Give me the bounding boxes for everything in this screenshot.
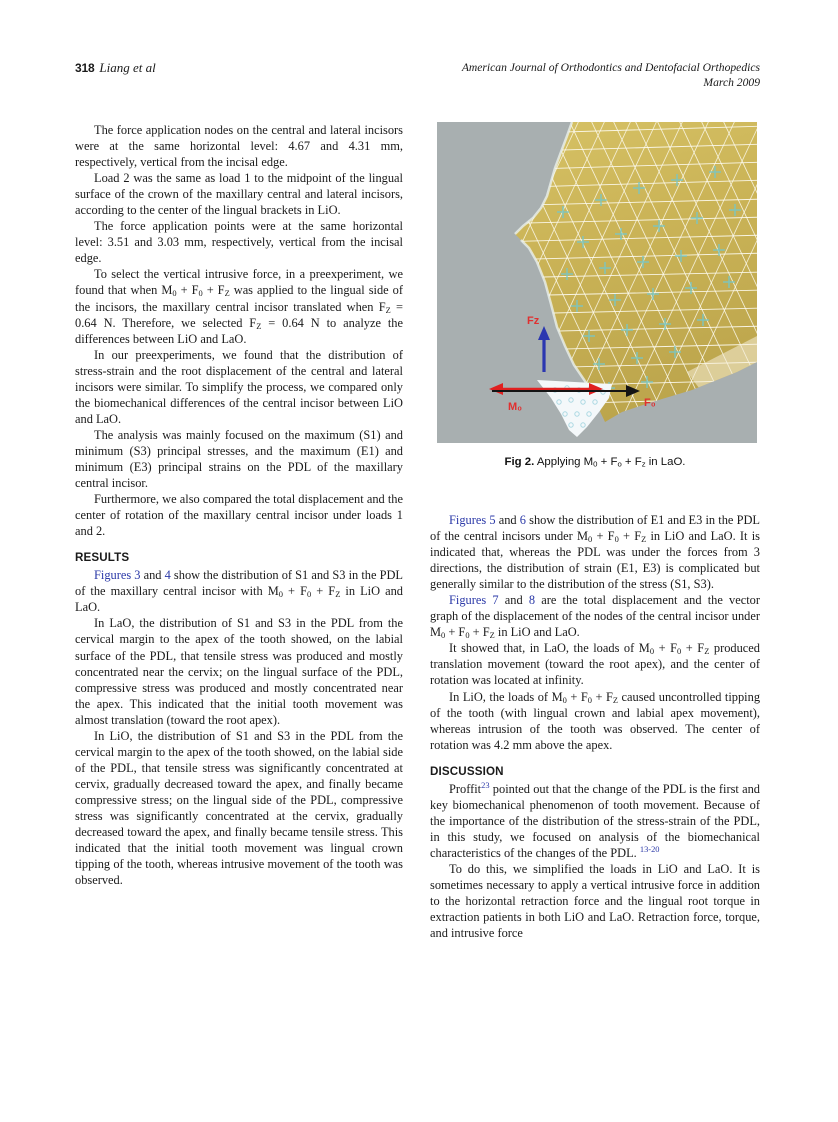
paragraph-lao-result: It showed that, in LaO, the loads of $M_0 + F_0 + F_Z$ produced translation movement (toward the root apex), and the center of rotation was located at infinity. (430, 641, 761, 688)
figure-xref[interactable]: Figures 3 (94, 568, 141, 583)
figure-xref[interactable]: Figures 7 (449, 593, 499, 608)
running-head-right (462, 60, 760, 90)
paragraph: To do this, we simplified the loads in LiO and LaO. It is sometimes necessary to apply a vertical intrusive force in addition to the horizontal retraction force and the lingual root torque in extraction patients in both LiO and LaO. Retraction force, torque, and intrusive force (430, 861, 760, 941)
svg-text:M₀: M₀ (508, 401, 523, 413)
paragraph: In our preexperiments, we found that the distribution of stress-strain and the root displacement of the central and lateral incisors were similar. To simplify the process, we compared only the biomechanical differences of the central incisor between LiO and LaO. (75, 347, 403, 426)
left-column (75, 122, 403, 888)
figure-xref[interactable]: 6 (519, 513, 526, 527)
figure-2-caption: Fig 2. Applying $M_0 + F_o + F_z$ in LaO. (504, 456, 686, 469)
svg-text:Fz: Fz (527, 315, 540, 327)
svg-text:F₀: F₀ (644, 397, 656, 409)
paragraph-discussion-1: Proffit$^{23}$ pointed out that the change of the PDL is the first and key biomechanical phenomenon of tooth movement. Because of the importance of the distribution of the stress-strain of the PDL, in this study, we focused on analysis of the biomechanical characteristics of the changes of the PDL. $^{13-20}$ (430, 779, 760, 860)
running-head-left (75, 60, 156, 76)
paragraph: The analysis was mainly focused on the maximum (S1) and minimum (S3) principal stresses, and the maximum (E1) and minimum (E3) principal strains on the PDL of the maxillary central incisor. (75, 427, 403, 491)
fem-mesh-illustration (437, 122, 757, 443)
paragraph-figures-5-6: Figures 5 and 6 show the distribution of E1 and E3 in the PDL of the central incisors under $M_0 + F_0 + F_Z$ in LiO and LaO. It is indicated that, whereas the PDL was under the forces from 3 directions, the distribution of strain (E1, E3) is complicated but generally similar to the distribution of the stress (S1, S3). (430, 513, 761, 592)
paragraph: In LaO, the distribution of S1 and S3 in the PDL from the cervical margin to the apex of the tooth showed, on the labial surface of the PDL, that tensile stress was produced and mostly concentrated near the cervix; on the lingual surface of the PDL, compressive stress was produced and mostly concentrated near the apex. This indicated that the initial tooth movement was almost translation (toward the root apex). (75, 616, 403, 727)
section-heading-results: RESULTS (75, 551, 130, 565)
paragraph: In LiO, the distribution of S1 and S3 in the PDL from the cervical margin to the apex of the tooth showed, on the labial side of the PDL, that tensile stress was significantly concentrated at cervix, gradually decreased toward the apex, and finally became compressive stress; on the lingual side of the PDL, compressive stress was significantly concentrated at the cervix, gradually decreased toward the apex, and finally became tensile stress. This indicated that the initial tooth movement was lingual crown tipping of the tooth, whereas intrusive movement of the tooth was observed. (75, 728, 403, 888)
section-heading-discussion: DISCUSSION (430, 764, 504, 778)
paragraph-figures-7-8: Figures 7 and 8 are the total displacement and the vector graph of the displacement of the nodes of the central incisor under $M_0 + F_0 + F_Z$ in LiO and LaO. (430, 593, 761, 641)
figure-xref[interactable]: Figures 5 (449, 513, 496, 527)
paragraph: The force application points were at the same horizontal level: 3.51 and 3.03 mm, respectively, vertical from the incisal edge. (75, 219, 403, 266)
figure-xref[interactable]: 4 (164, 568, 171, 583)
figure-2-image (437, 122, 757, 443)
figure-2 (430, 122, 760, 468)
paragraph-fz-selection: To select the vertical intrusive force, in a preexperiment, we found that when $M_0 + F_0 + F_Z$ was applied to the lingual side of the incisors, the maxillary central incisor translated when $F_Z = 0.64$ N. Therefore, we selected $F_Z = 0.64$ N to analyze the differences between LiO and LaO. (75, 267, 404, 346)
figure-xref[interactable]: 8 (528, 593, 536, 608)
figure-2-label: Fig 2. (504, 456, 535, 468)
paragraph: The force application nodes on the central and lateral incisors were at the same horizontal level: 4.67 and 4.31 mm, respectively, vertical from the incisal edge. (75, 123, 403, 170)
paragraph-results-1: Figures 3 and 4 show the distribution of S1 and S3 in the PDL of the maxillary central incisor with $M_0 + F_0 + F_Z$ in LiO and LaO. (75, 568, 403, 615)
citation-ref[interactable]: 23 (481, 779, 490, 790)
page-number: 318 (75, 61, 95, 75)
paragraph: Load 2 was the same as load 1 to the midpoint of the lingual surface of the crown of the maxillary central and lateral incisors, according to the center of the lingual brackets in LiO. (75, 171, 403, 218)
running-head-authors: Liang et al (99, 60, 156, 75)
citation-ref[interactable]: 13-20 (639, 843, 660, 854)
journal-title: American Journal of Orthodontics and Dentofacial Orthopedics (461, 61, 760, 74)
issue-date: March 2009 (703, 76, 760, 89)
right-column (430, 512, 760, 941)
paragraph: Furthermore, we also compared the total displacement and the center of rotation of the maxillary central incisor under loads 1 and 2. (75, 492, 403, 539)
paragraph-lio-result: In LiO, the loads of $M_0 + F_0 + F_Z$ caused uncontrolled tipping of the tooth (with lingual crown and labial apex movement), whereas intrusion of the tooth was observed. The center of rotation was 4.2 mm above the apex. (430, 689, 761, 752)
running-head (75, 60, 760, 94)
